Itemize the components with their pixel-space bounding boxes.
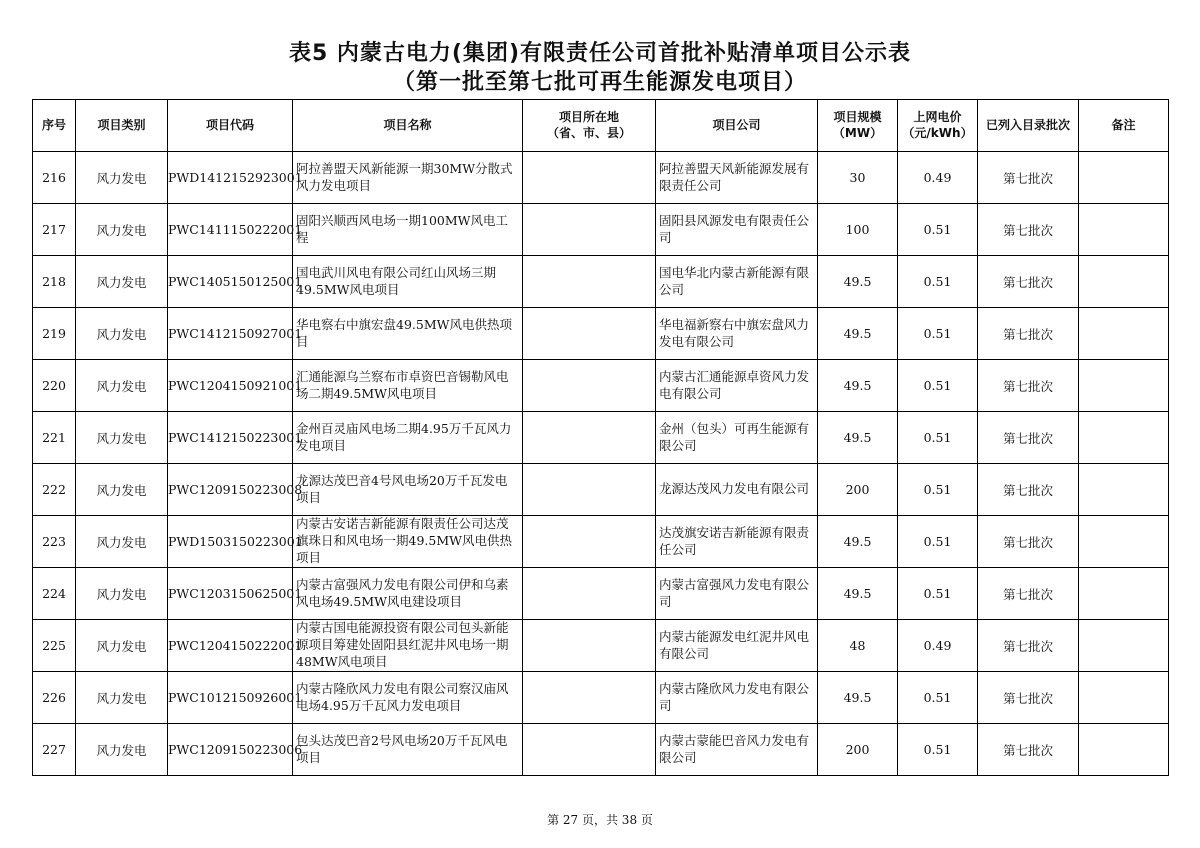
table-row	[33, 308, 1169, 360]
cell-scale: 48	[818, 620, 898, 672]
cell-remark	[1079, 516, 1169, 568]
cell-remark	[1079, 308, 1169, 360]
cell-name: 龙源达茂巴音4号风电场20万千瓦发电项目	[293, 464, 523, 516]
cell-batch: 第七批次	[978, 724, 1079, 776]
table-row	[33, 360, 1169, 412]
cell-batch: 第七批次	[978, 152, 1079, 204]
cell-price: 0.51	[898, 568, 978, 620]
cell-batch: 第七批次	[978, 568, 1079, 620]
cell-category: 风力发电	[76, 672, 168, 724]
cell-company: 内蒙古富强风力发电有限公司	[656, 568, 818, 620]
header-batch: 已列入目录批次	[978, 100, 1079, 152]
cell-scale: 49.5	[818, 308, 898, 360]
cell-batch: 第七批次	[978, 204, 1079, 256]
header-seq: 序号	[33, 100, 76, 152]
cell-remark	[1079, 152, 1169, 204]
cell-name: 阿拉善盟天风新能源一期30MW分散式风力发电项目	[293, 152, 523, 204]
cell-seq: 220	[33, 360, 76, 412]
table-row	[33, 516, 1169, 568]
cell-seq: 225	[33, 620, 76, 672]
table-row	[33, 412, 1169, 464]
cell-remark	[1079, 620, 1169, 672]
cell-scale: 49.5	[818, 672, 898, 724]
table-row	[33, 672, 1169, 724]
header-price: 上网电价 （元/kWh）	[898, 100, 978, 152]
cell-location	[523, 724, 656, 776]
table-row	[33, 204, 1169, 256]
cell-code: PWC1209150223008	[168, 464, 293, 516]
cell-name: 内蒙古隆欣风力发电有限公司察汉庙风电场4.95万千瓦风力发电项目	[293, 672, 523, 724]
cell-company: 固阳县风源发电有限责任公司	[656, 204, 818, 256]
cell-code: PWC1412150223001	[168, 412, 293, 464]
cell-category: 风力发电	[76, 464, 168, 516]
cell-batch: 第七批次	[978, 412, 1079, 464]
cell-category: 风力发电	[76, 360, 168, 412]
cell-price: 0.51	[898, 412, 978, 464]
page-footer: 第 27 页，共 38 页	[547, 813, 653, 827]
cell-batch: 第七批次	[978, 672, 1079, 724]
cell-company: 达茂旗安诺吉新能源有限责任公司	[656, 516, 818, 568]
cell-scale: 49.5	[818, 360, 898, 412]
cell-company: 阿拉善盟天风新能源发展有限责任公司	[656, 152, 818, 204]
cell-remark	[1079, 360, 1169, 412]
cell-seq: 223	[33, 516, 76, 568]
cell-code: PWC1411150222001	[168, 204, 293, 256]
cell-company: 内蒙古隆欣风力发电有限公司	[656, 672, 818, 724]
header-category: 项目类别	[76, 100, 168, 152]
cell-location	[523, 204, 656, 256]
header-company: 项目公司	[656, 100, 818, 152]
cell-name: 华电察右中旗宏盘49.5MW风电供热项目	[293, 308, 523, 360]
header-location: 项目所在地 （省、市、县）	[523, 100, 656, 152]
cell-batch: 第七批次	[978, 256, 1079, 308]
cell-seq: 216	[33, 152, 76, 204]
cell-remark	[1079, 204, 1169, 256]
table-row	[33, 464, 1169, 516]
cell-seq: 227	[33, 724, 76, 776]
cell-company: 华电福新察右中旗宏盘风力发电有限公司	[656, 308, 818, 360]
cell-price: 0.51	[898, 308, 978, 360]
cell-location	[523, 308, 656, 360]
cell-code: PWD1412152923001	[168, 152, 293, 204]
cell-company: 国电华北内蒙古新能源有限公司	[656, 256, 818, 308]
cell-remark	[1079, 724, 1169, 776]
table-row	[33, 724, 1169, 776]
cell-category: 风力发电	[76, 568, 168, 620]
cell-location	[523, 516, 656, 568]
cell-code: PWD1503150223001	[168, 516, 293, 568]
cell-location	[523, 620, 656, 672]
cell-remark	[1079, 464, 1169, 516]
cell-seq: 218	[33, 256, 76, 308]
table-row	[33, 620, 1169, 672]
cell-price: 0.51	[898, 672, 978, 724]
cell-remark	[1079, 412, 1169, 464]
cell-location	[523, 256, 656, 308]
header-code: 项目代码	[168, 100, 293, 152]
cell-seq: 219	[33, 308, 76, 360]
page-title: 表5 内蒙古电力(集团)有限责任公司首批补贴清单项目公示表	[288, 41, 912, 66]
header-name: 项目名称	[293, 100, 523, 152]
cell-location	[523, 464, 656, 516]
cell-seq: 217	[33, 204, 76, 256]
cell-company: 内蒙古蒙能巴音风力发电有限公司	[656, 724, 818, 776]
cell-remark	[1079, 568, 1169, 620]
cell-category: 风力发电	[76, 204, 168, 256]
cell-name: 内蒙古安诺吉新能源有限责任公司达茂旗珠日和风电场一期49.5MW风电供热项目	[293, 516, 523, 568]
cell-seq: 224	[33, 568, 76, 620]
cell-batch: 第七批次	[978, 620, 1079, 672]
cell-scale: 49.5	[818, 568, 898, 620]
cell-seq: 222	[33, 464, 76, 516]
cell-scale: 30	[818, 152, 898, 204]
cell-code: PWC1012150926001	[168, 672, 293, 724]
table-row	[33, 152, 1169, 204]
cell-code: PWC1405150125001	[168, 256, 293, 308]
table-header-row	[33, 100, 1169, 152]
cell-seq: 221	[33, 412, 76, 464]
cell-category: 风力发电	[76, 412, 168, 464]
cell-remark	[1079, 256, 1169, 308]
cell-location	[523, 360, 656, 412]
header-scale: 项目规模 （MW）	[818, 100, 898, 152]
cell-scale: 49.5	[818, 516, 898, 568]
cell-location	[523, 412, 656, 464]
cell-category: 风力发电	[76, 256, 168, 308]
cell-price: 0.51	[898, 516, 978, 568]
cell-batch: 第七批次	[978, 464, 1079, 516]
cell-scale: 49.5	[818, 412, 898, 464]
cell-location	[523, 568, 656, 620]
cell-category: 风力发电	[76, 724, 168, 776]
cell-company: 金州（包头）可再生能源有限公司	[656, 412, 818, 464]
cell-company: 内蒙古能源发电红泥井风电有限公司	[656, 620, 818, 672]
cell-name: 内蒙古国电能源投资有限公司包头新能源项目筹建处固阳县红泥井风电场一期48MW风电项目	[293, 620, 523, 672]
cell-name: 固阳兴顺西风电场一期100MW风电工程	[293, 204, 523, 256]
cell-price: 0.49	[898, 152, 978, 204]
project-table	[32, 99, 1169, 776]
header-remark: 备注	[1079, 100, 1169, 152]
cell-name: 包头达茂巴音2号风电场20万千瓦风电项目	[293, 724, 523, 776]
cell-name: 汇通能源乌兰察布市卓资巴音锡勒风电场二期49.5MW风电项目	[293, 360, 523, 412]
cell-price: 0.49	[898, 620, 978, 672]
cell-location	[523, 152, 656, 204]
cell-seq: 226	[33, 672, 76, 724]
cell-batch: 第七批次	[978, 516, 1079, 568]
cell-scale: 49.5	[818, 256, 898, 308]
cell-company: 龙源达茂风力发电有限公司	[656, 464, 818, 516]
cell-name: 国电武川风电有限公司红山风场三期49.5MW风电项目	[293, 256, 523, 308]
cell-name: 内蒙古富强风力发电有限公司伊和乌素风电场49.5MW风电建设项目	[293, 568, 523, 620]
cell-price: 0.51	[898, 256, 978, 308]
cell-batch: 第七批次	[978, 308, 1079, 360]
cell-code: PWC1412150927001	[168, 308, 293, 360]
cell-price: 0.51	[898, 360, 978, 412]
cell-code: PWC1204150222001	[168, 620, 293, 672]
table-row	[33, 568, 1169, 620]
table-row	[33, 256, 1169, 308]
page-subtitle: （第一批至第七批可再生能源发电项目）	[392, 70, 807, 95]
cell-price: 0.51	[898, 464, 978, 516]
cell-price: 0.51	[898, 724, 978, 776]
cell-code: PWC1204150921001	[168, 360, 293, 412]
cell-code: PWC1209150223006	[168, 724, 293, 776]
cell-scale: 200	[818, 724, 898, 776]
cell-name: 金州百灵庙风电场二期4.95万千瓦风力发电项目	[293, 412, 523, 464]
cell-category: 风力发电	[76, 516, 168, 568]
cell-scale: 100	[818, 204, 898, 256]
cell-location	[523, 672, 656, 724]
cell-code: PWC1203150625001	[168, 568, 293, 620]
cell-category: 风力发电	[76, 152, 168, 204]
cell-category: 风力发电	[76, 620, 168, 672]
cell-category: 风力发电	[76, 308, 168, 360]
cell-company: 内蒙古汇通能源卓资风力发电有限公司	[656, 360, 818, 412]
cell-remark	[1079, 672, 1169, 724]
cell-batch: 第七批次	[978, 360, 1079, 412]
cell-price: 0.51	[898, 204, 978, 256]
cell-scale: 200	[818, 464, 898, 516]
